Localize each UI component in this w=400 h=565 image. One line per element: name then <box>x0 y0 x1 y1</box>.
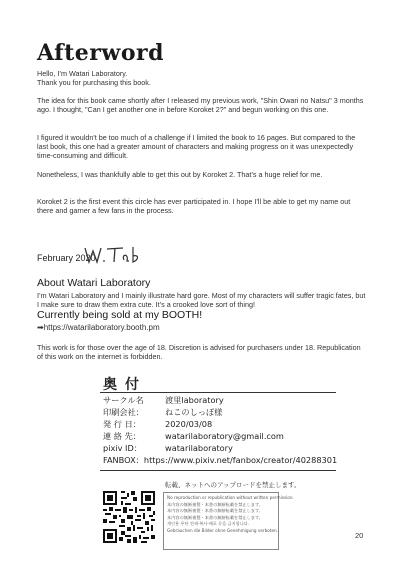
colophon-label: 連 絡 先： <box>103 431 141 441</box>
page-number: 20 <box>355 531 364 540</box>
colophon-value: 2020/03/08 <box>165 419 213 429</box>
colophon-row-pixiv <box>103 443 233 453</box>
colophon-row-circle <box>103 395 224 405</box>
colophon-row-date <box>103 419 212 429</box>
colophon-rule-top <box>100 392 336 393</box>
notice-line: 本内容の無断複製・本書の無断転載を禁止します。 <box>167 514 263 520</box>
colophon-label: pixiv ID： <box>103 443 142 453</box>
challenge-paragraph: I figured it wouldn't be too much of a challenge if I limited the book to 16 pages. But compared to the last book, this one had a greater amount of characters and making progress on it was unexpectedly time-consuming and difficult. <box>37 133 356 161</box>
greeting-paragraph: Hello, I’m Watari Laboratory. Thank you for purchasing this book. <box>37 69 151 88</box>
colophon-rule-bottom <box>100 470 336 471</box>
repost-note: 転載、ネットへのアップロードを禁止します。 <box>165 481 301 489</box>
colophon-value: 渡里laboratory <box>165 395 224 405</box>
colophon-value[interactable]: https://www.pixiv.net/fanbox/creator/40288301 <box>143 455 338 465</box>
about-text: I’m Watari Laboratory and I mainly illustrate hard gore. Most of my characters will suffer tragic fates, but I make sure to draw them extra cute. It’s a crooked love sort of thing! <box>37 291 366 310</box>
colophon-label: FANBOX： <box>103 455 144 465</box>
colophon-title: 奥付 <box>103 377 147 393</box>
colophon-row-fanbox <box>103 455 337 465</box>
colophon-value: watarilaboratory <box>165 443 233 453</box>
reproduction-notice-box <box>163 492 294 550</box>
booth-heading: Currently being sold at my BOOTH! <box>37 309 203 321</box>
colophon-row-contact <box>103 431 284 441</box>
notice-line: No reproduction or republication without written permission. <box>167 495 294 500</box>
colophon-value: ねこのしっぽ様 <box>165 407 223 417</box>
notice-line: 本内容の無断複製・本書の無断転載を禁止します。 <box>167 508 263 514</box>
page-title: Afterword <box>37 40 164 66</box>
colophon-label: 印刷会社： <box>103 407 144 417</box>
relief-paragraph: Nonetheless, I was thankfully able to get this out by Koroket 2. That’s a huge relief for me. <box>37 170 323 179</box>
signature-date: February 2020 <box>37 253 96 263</box>
colophon-row-printer <box>103 407 222 417</box>
colophon-value: watarilaboratory@gmail.com <box>165 431 284 441</box>
colophon-label: サークル名 <box>103 395 144 405</box>
notice-line: Gebrauchen die Bilder ohne Genehmigung verboten. <box>167 527 279 533</box>
idea-paragraph: The idea for this book came shortly after I released my previous work, "Shin Owari no Natsu" 3 months ago. I thought, "Can I get another one in before Koroket 2?" and begun working on this one. <box>37 96 364 115</box>
handwritten-signature <box>83 244 143 266</box>
notice-line: 本内容の無断複製・本書の無断転載を禁止します。 <box>167 501 263 507</box>
notice-line: 개인용 무단 전재·복사·배포 등을 금지합니다. <box>167 521 250 527</box>
about-heading: About Watari Laboratory <box>37 277 151 289</box>
colophon-label: 発 行 日： <box>103 419 141 429</box>
booth-link[interactable]: ➡https://watarilaboratory.booth.pm <box>37 323 160 332</box>
qr-code-icon <box>103 491 155 543</box>
koroket-paragraph: Koroket 2 is the first event this circle has ever participated in. I hope I’ll be able to get my name out there and garner a few fans in the process. <box>37 197 351 216</box>
age-disclaimer: This work is for those over the age of 18. Discretion is advised for purchasers under 18. Republication of this work on the internet is forbidden. <box>37 343 361 362</box>
